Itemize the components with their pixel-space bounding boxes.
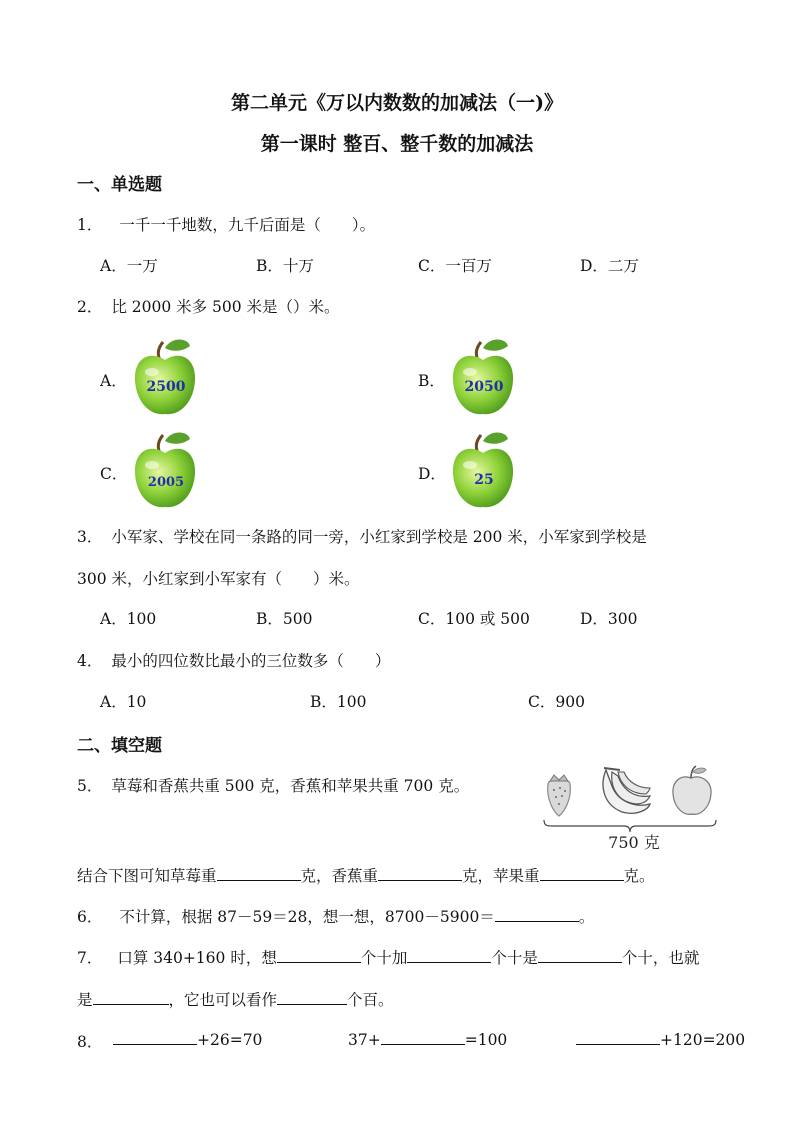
apple-2005-icon[interactable]: [132, 429, 198, 511]
equation-2: [348, 1030, 507, 1049]
q4-option-b[interactable]: B．100: [310, 693, 367, 711]
q3-option-b[interactable]: B．500: [256, 610, 313, 628]
page-title: 第二单元《万以内数数的加减法（一)》: [231, 92, 563, 114]
section-heading-single-choice: 一、单选题: [77, 175, 162, 195]
apple-2500-icon[interactable]: [132, 336, 198, 418]
q5-text-c: 克，苹果重: [462, 867, 540, 885]
q1-option-c[interactable]: C．一百万: [418, 257, 492, 275]
fruit-weight-figure: [540, 764, 720, 856]
q1-option-a[interactable]: A．一万: [100, 257, 158, 275]
q2-option-d-label[interactable]: D．: [418, 465, 446, 483]
apple-2050-icon[interactable]: [450, 336, 516, 418]
q7-text-e: 是: [77, 991, 93, 1009]
question-2: [77, 295, 340, 317]
answer-blank-4[interactable]: [93, 990, 169, 1005]
q7-text-d: 个十，也就: [621, 949, 700, 967]
q4-option-a[interactable]: A．10: [100, 693, 147, 711]
q7-text-g: 个百。: [347, 991, 394, 1009]
q3-option-c[interactable]: C．100 或 500: [418, 610, 530, 628]
q7-text-f: ，它也可以看作: [168, 991, 278, 1009]
q3-option-d[interactable]: D．300: [580, 610, 638, 628]
banana-icon: [603, 768, 650, 813]
question-8-number: 8．: [77, 1033, 103, 1051]
apple-value: 2500: [146, 379, 186, 395]
q1-option-d[interactable]: D．二万: [580, 257, 639, 275]
question-number: 1．: [77, 216, 103, 234]
q7-text-b: 个十加: [360, 949, 408, 967]
q7-text-c: 个十是: [491, 949, 538, 967]
question-7-line-2: [77, 988, 394, 1010]
total-weight-label: 750 克: [608, 833, 660, 852]
question-text: 一千一千地数，九千后面是（ ）。: [119, 216, 376, 234]
question-5-line-2: [77, 864, 655, 886]
q2-option-c-label[interactable]: C．: [100, 465, 128, 483]
equation-3: [576, 1030, 745, 1049]
q1-option-b[interactable]: B．十万: [256, 257, 314, 275]
apple-icon: [673, 766, 711, 814]
answer-blank-5[interactable]: [277, 990, 347, 1005]
question-6: [77, 905, 594, 927]
question-number: 2．: [77, 298, 103, 316]
question-text: 不计算，根据 87－59＝28，想一想，8700－5900＝: [119, 908, 495, 926]
equation-text: +26=70: [197, 1031, 263, 1049]
answer-blank[interactable]: [381, 1030, 465, 1045]
q4-option-c[interactable]: C．900: [528, 693, 585, 711]
question-4: [77, 649, 390, 671]
question-3-line-2: 300 米，小红家到小军家有（ ）米。: [77, 570, 360, 588]
answer-blank-1[interactable]: [277, 948, 361, 963]
question-number: 5．: [77, 777, 103, 795]
total-brace: [544, 820, 716, 832]
apple-value: 2005: [147, 475, 185, 490]
question-7: [77, 946, 699, 968]
section-heading-fill-blank: 二、填空题: [77, 736, 162, 756]
question-number: 4．: [77, 652, 103, 670]
strawberry-icon: [548, 775, 571, 816]
question-3: [77, 525, 647, 547]
answer-blank-banana[interactable]: [378, 866, 462, 881]
q3-option-a[interactable]: A．100: [100, 610, 157, 628]
answer-blank-3[interactable]: [538, 948, 622, 963]
equation-text-b: =100: [464, 1031, 508, 1049]
q7-text-a: 口算 340+160 时，想: [117, 949, 277, 967]
question-text: 比 2000 米多 500 米是（）米。: [111, 298, 340, 316]
equation-text-a: 37+: [348, 1031, 381, 1049]
answer-blank[interactable]: [495, 907, 579, 922]
answer-blank[interactable]: [576, 1030, 660, 1045]
answer-blank[interactable]: [113, 1030, 197, 1045]
q5-text-d: 克。: [623, 867, 655, 885]
equation-text: +120=200: [660, 1031, 746, 1049]
question-5: [77, 774, 469, 796]
page-subtitle: 第一课时 整百、整千数的加减法: [260, 133, 534, 155]
q5-text-b: 克，香蕉重: [300, 867, 379, 885]
q2-option-a-label[interactable]: A．: [100, 372, 127, 390]
apple-value: 25: [474, 472, 494, 488]
equation-1: [113, 1030, 262, 1049]
q2-option-b-label[interactable]: B．: [418, 372, 445, 390]
question-1: [77, 213, 375, 235]
answer-blank-strawberry[interactable]: [217, 866, 301, 881]
question-number: 7．: [77, 949, 103, 967]
answer-blank-apple[interactable]: [540, 866, 624, 881]
q5-text-a: 结合下图可知草莓重: [77, 867, 217, 885]
question-text: 小军家、学校在同一条路的同一旁，小红家到学校是 200 米，小军家到学校是: [111, 528, 647, 546]
apple-value: 2050: [464, 379, 504, 395]
question-number: 6．: [77, 908, 103, 926]
answer-blank-2[interactable]: [407, 948, 491, 963]
q6-tail: 。: [578, 908, 595, 926]
question-text: 草莓和香蕉共重 500 克，香蕉和苹果共重 700 克。: [111, 777, 470, 795]
question-text: 最小的四位数比最小的三位数多（ ）: [111, 652, 391, 670]
apple-25-icon[interactable]: [450, 429, 516, 511]
question-number: 3．: [77, 528, 103, 546]
